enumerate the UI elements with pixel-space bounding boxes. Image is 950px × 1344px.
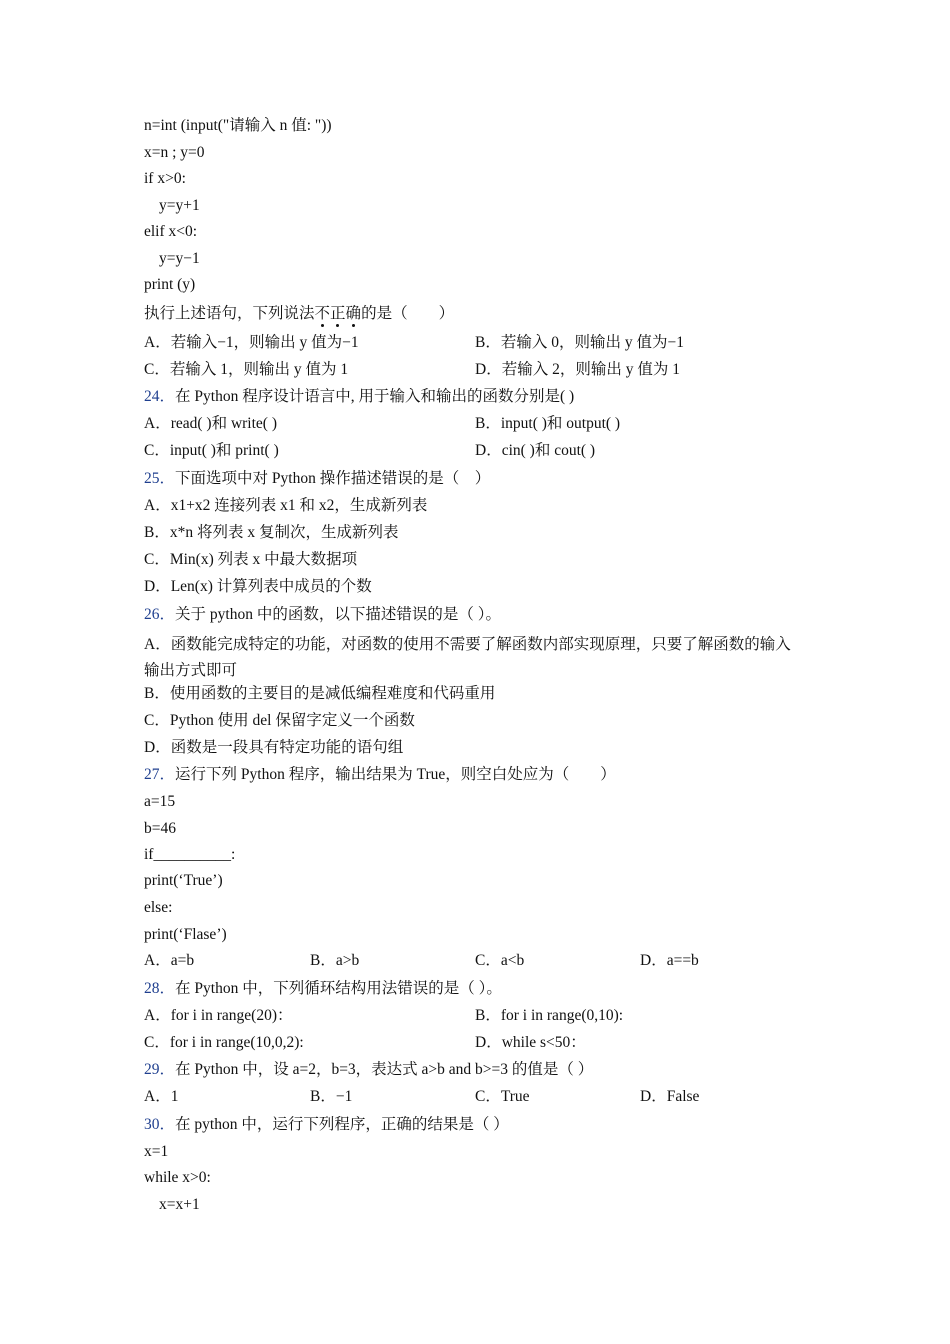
option-c: C．若输入 1，则输出 y 值为 1 [144,361,349,378]
stem-text: 在 Python 中，设 a=2，b=3，表达式 a>b and b>=3 的值是（ ） [175,1061,594,1078]
code-line: while x>0: [144,1169,211,1186]
code-line: print(‘True’) [144,872,223,889]
question-26-stem [144,605,501,625]
option-d: D．a==b [640,952,699,969]
option-b: B．a>b [310,952,360,969]
stem-text: 的是（ ） [361,305,455,322]
option-d: D．while s<50： [475,1034,586,1051]
option-a: A．函数能完成特定的功能，对函数的使用不需要了解函数内部实现原理，只要了解函数的输入输出方式即可 [144,636,791,679]
question-30-stem [144,1115,509,1135]
option-a: A．x1+x2 连接列表 x1 和 x2，生成新列表 [144,497,428,514]
option-d: D．函数是一段具有特定功能的语句组 [144,739,404,756]
emphasis-char: 正 [330,305,346,322]
option-c: C．for i in range(10,0,2): [144,1034,304,1051]
code-line: y=y+1 [159,197,200,214]
option-a: A．1 [144,1088,179,1105]
option-c: C．Python 使用 del 保留字定义一个函数 [144,712,415,729]
option-b: B．input( )和 output( ) [475,415,621,432]
emphasis-dot [352,324,355,327]
code-line: n=int (input("请输入 n 值: ")) [144,117,332,134]
option-c: C．Min(x) 列表 x 中最大数据项 [144,551,358,568]
code-line: if__________: [144,846,236,863]
code-line: a=15 [144,793,176,810]
option-b: B．−1 [310,1088,353,1105]
option-c: C．a<b [475,952,525,969]
code-line: elif x<0: [144,223,198,240]
question-number: 30． [144,1116,176,1133]
option-d: D．cin( )和 cout( ) [475,442,596,459]
option-d: D．False [640,1088,700,1105]
code-line: x=1 [144,1143,169,1160]
question-25-stem [144,469,490,489]
question-27-stem [144,765,616,785]
code-line: b=46 [144,820,176,837]
option-d: D．若输入 2，则输出 y 值为 1 [475,361,680,378]
question-number: 24． [144,388,176,405]
code-line: y=y−1 [159,250,200,267]
question-number: 26． [144,606,176,623]
question-number: 28． [144,980,176,997]
code-line: x=n ; y=0 [144,144,205,161]
option-b: B．若输入 0，则输出 y 值为−1 [475,334,684,351]
question-number: 29． [144,1061,176,1078]
code-line: x=x+1 [159,1196,200,1213]
option-b: B．for i in range(0,10): [475,1007,624,1024]
stem-text: 运行下列 Python 程序，输出结果为 True，则空白处应为（ ） [175,766,616,783]
option-c: C．True [475,1088,530,1105]
question-28-stem [144,979,502,999]
option-a: A．若输入−1，则输出 y 值为−1 [144,334,359,351]
emphasis-char: 不 [315,305,331,322]
code-line: if x>0: [144,170,186,187]
question-24-stem [144,387,574,407]
stem-text: 在 python 中，运行下列程序，正确的结果是（ ） [175,1116,509,1133]
option-b: B．x*n 将列表 x 复制次，生成新列表 [144,524,399,541]
option-b: B．使用函数的主要目的是减低编程难度和代码重用 [144,685,496,702]
option-c: C．input( )和 print( ) [144,442,279,459]
question-number: 27． [144,766,176,783]
stem-text: 关于 python 中的函数，以下描述错误的是（ ）。 [175,606,501,623]
option-a: A．for i in range(20)： [144,1007,293,1024]
question-29-stem [144,1060,593,1080]
stem-text: 在 Python 程序设计语言中, 用于输入和输出的函数分别是( ) [175,388,575,405]
stem-text: 在 Python 中，下列循环结构用法错误的是（ ）。 [175,980,502,997]
emphasis-dot [321,324,324,327]
option-d: D．Len(x) 计算列表中成员的个数 [144,578,372,595]
emphasis-dot [336,324,339,327]
stem-text: 执行上述语句，下列说法 [144,305,315,322]
stem-text: 下面选项中对 Python 操作描述错误的是（ ） [175,470,491,487]
option-a: A．read( )和 write( ) [144,415,277,432]
question-number: 25． [144,470,176,487]
emphasis-char: 确 [346,305,362,322]
question-23-stem [144,304,454,324]
code-line: else: [144,899,173,916]
option-a: A．a=b [144,952,195,969]
code-line: print (y) [144,276,196,293]
code-line: print(‘Flase’) [144,926,227,943]
